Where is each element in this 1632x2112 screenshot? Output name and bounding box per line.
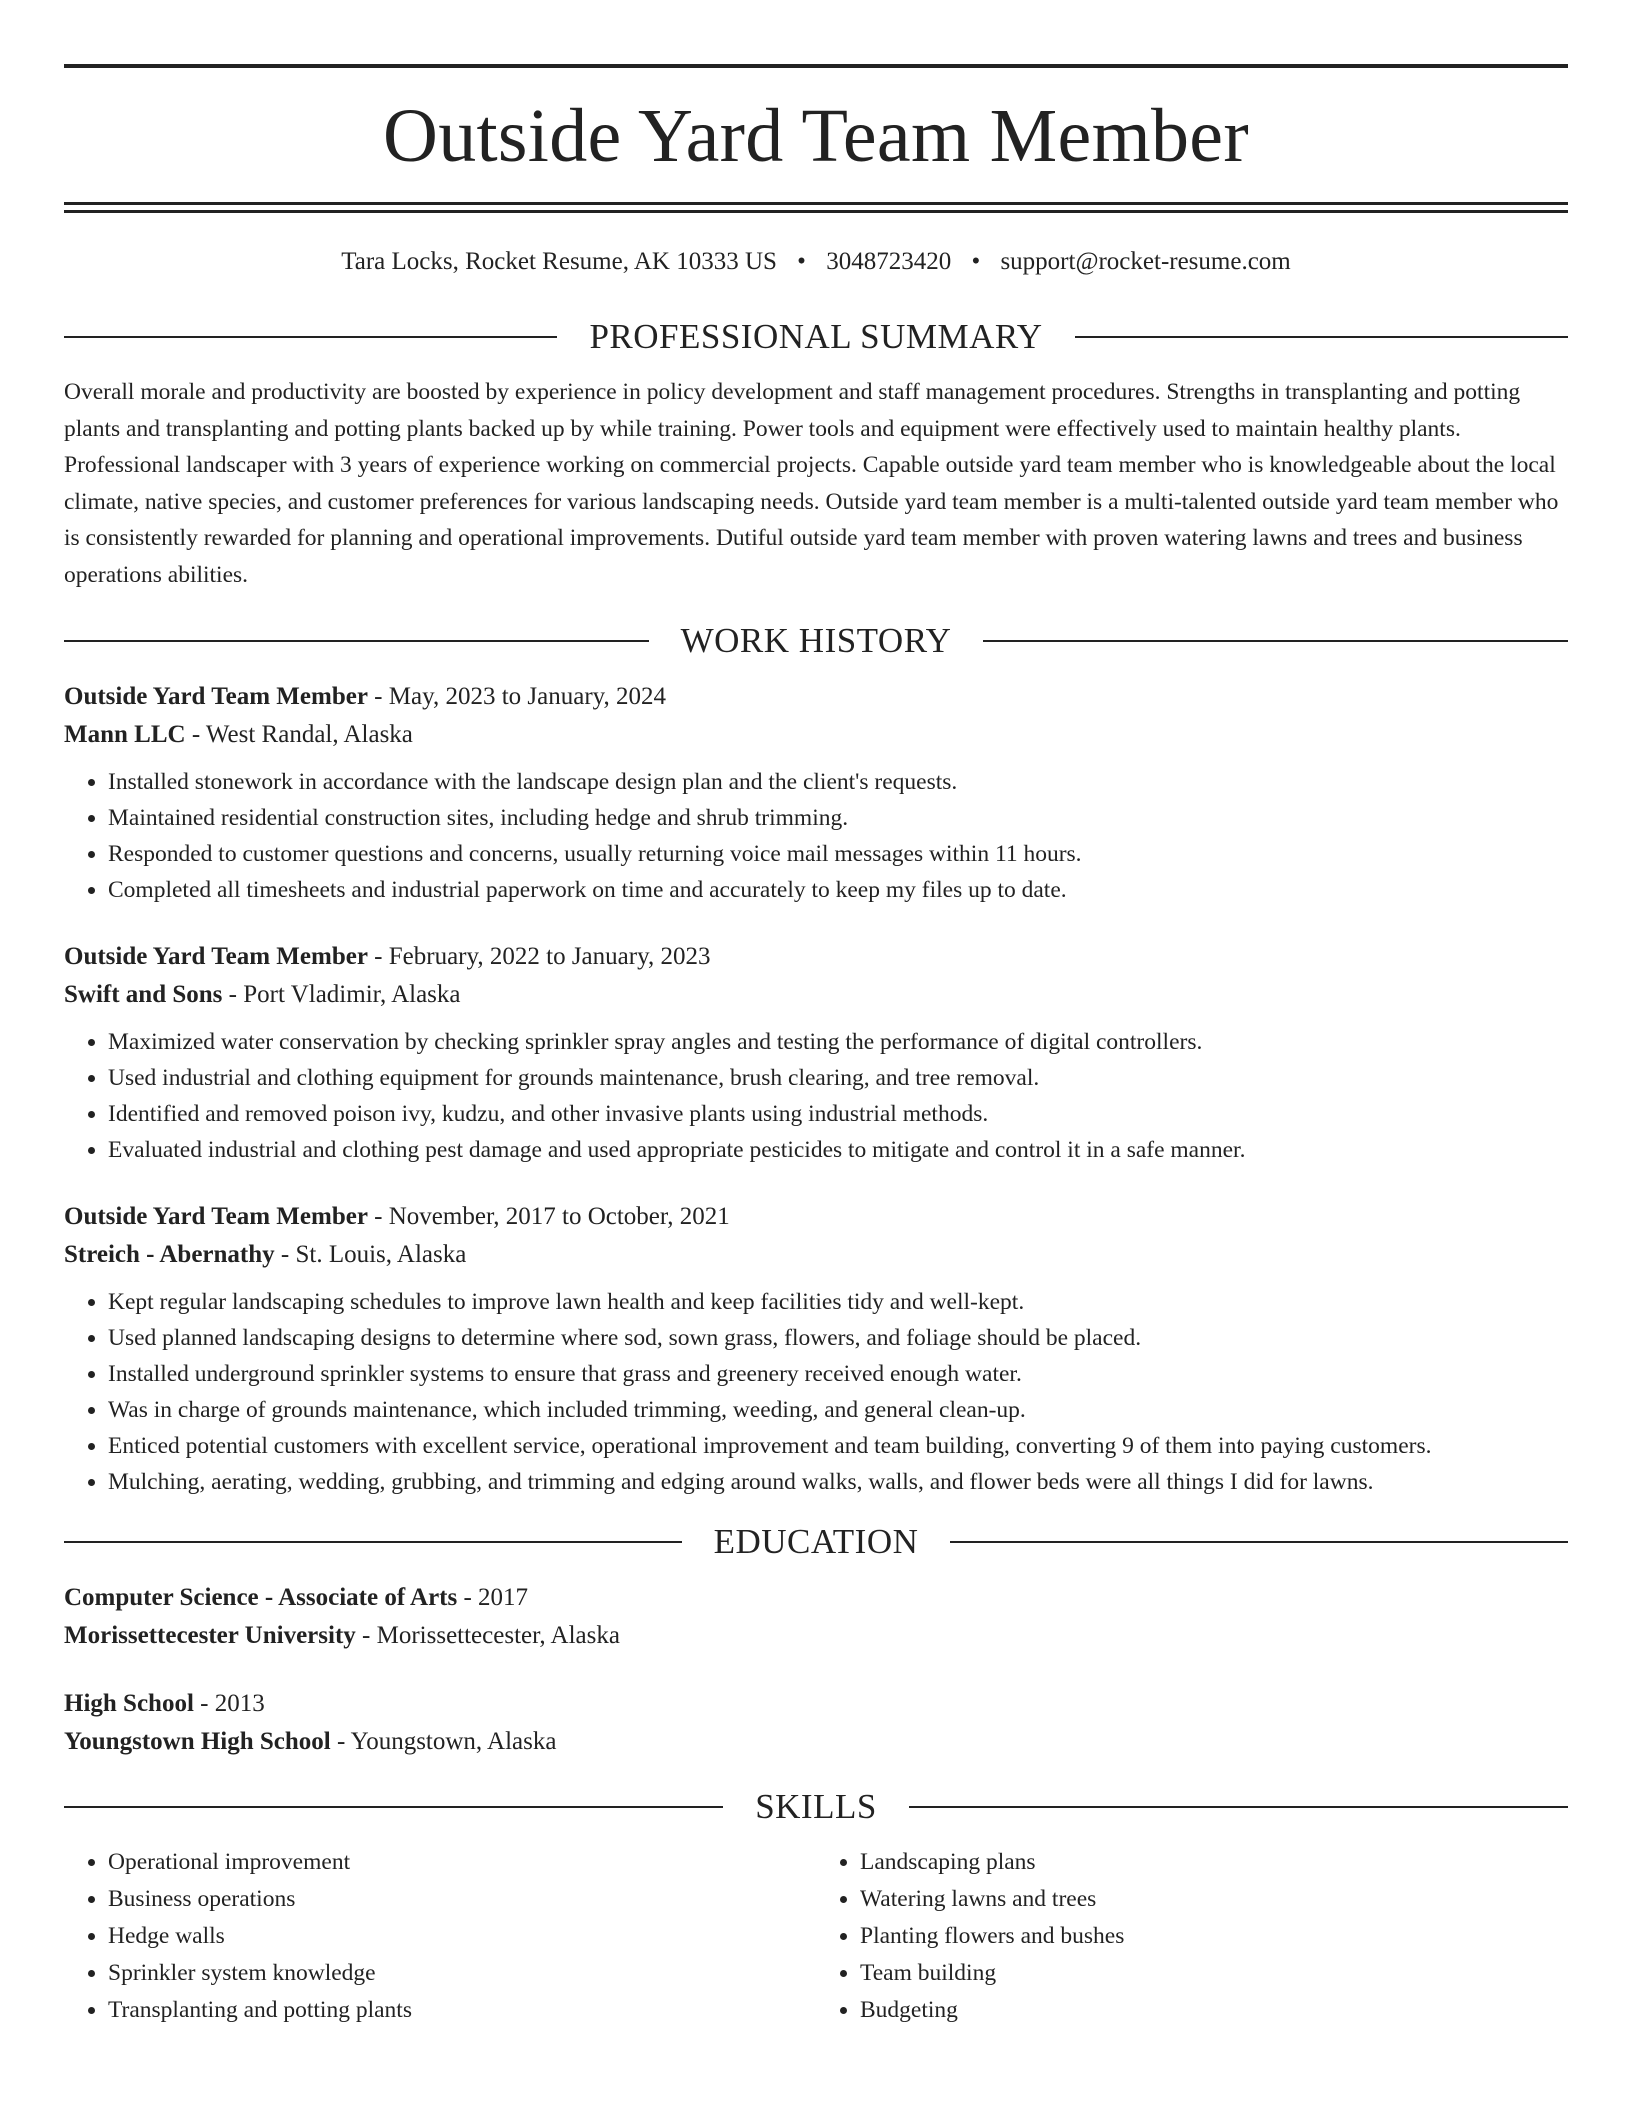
job-entry (64, 678, 1568, 908)
heading-rule (64, 640, 649, 642)
list-item: • Maximized water conservation by checking sprinkler spray angles and testing the performance of digital controllers. (108, 1024, 1568, 1060)
contact-address: Tara Locks, Rocket Resume, AK 10333 US (341, 248, 777, 275)
section-heading-summary (64, 319, 1568, 354)
heading-rule (64, 336, 557, 338)
contact-phone: 3048723420 (826, 248, 952, 275)
list-item: • Responded to customer questions and concerns, usually returning voice mail messages within 11 hours. (108, 836, 1568, 872)
job-location: - St. Louis, Alaska (274, 1241, 467, 1268)
job-company: Streich - Abernathy (64, 1241, 275, 1268)
job-dates: - February, 2022 to January, 2023 (367, 943, 711, 970)
list-item: • Was in charge of grounds maintenance, which included trimming, weeding, and general clean-up. (108, 1392, 1568, 1428)
skills-list-left (64, 1844, 816, 2029)
list-item: • Watering lawns and trees (860, 1881, 1568, 1918)
section-title: EDUCATION (713, 1522, 919, 1561)
list-item: • Landscaping plans (860, 1844, 1568, 1881)
degree-line (64, 1685, 1568, 1723)
summary-paragraph: Overall morale and productivity are boosted by experience in policy development and staff management procedures. Strengths in transplanting and potting plants and transplanting and potting plants backed up by while training. Power tools and equipment were effectively used to maintain healthy plants. Professional landscaper with 3 years of experience working on commercial projects. Capable outside yard team member who is knowledgeable about the local climate, native species, and customer preferences for various landscaping needs. Outside yard team member is a multi-talented outside yard team member who is consistently rewarded for planning and operational improvements. Dutiful outside yard team member with proven watering lawns and trees and business operations abilities. (64, 379, 1559, 588)
heading-rule (64, 1806, 723, 1808)
list-item: • Used industrial and clothing equipment for grounds maintenance, brush clearing, and tree removal. (108, 1060, 1568, 1096)
heading-rule (909, 1806, 1568, 1808)
job-dates: - November, 2017 to October, 2021 (367, 1203, 730, 1230)
resume-page (64, 0, 1568, 2029)
job-title: Outside Yard Team Member (64, 1203, 368, 1230)
heading-rule (1075, 336, 1568, 338)
contact-separator: • (971, 248, 981, 275)
job-company-line (64, 976, 1568, 1014)
degree-line (64, 1579, 1568, 1617)
school-location: - Youngstown, Alaska (330, 1728, 557, 1755)
list-item: • Operational improvement (108, 1844, 816, 1881)
school: Youngstown High School (64, 1728, 331, 1755)
list-item: • Team building (860, 1955, 1568, 1992)
job-title-line (64, 1198, 1568, 1236)
school-line (64, 1617, 1568, 1655)
list-item: • Kept regular landscaping schedules to improve lawn health and keep facilities tidy and well-kept. (108, 1284, 1568, 1320)
job-location: - West Randal, Alaska (185, 721, 413, 748)
list-item: • Installed stonework in accordance with the landscape design plan and the client's requests. (108, 764, 1568, 800)
list-item: • Identified and removed poison ivy, kudzu, and other invasive plants using industrial methods. (108, 1096, 1568, 1132)
job-title-line (64, 938, 1568, 976)
contact-line (64, 247, 1568, 277)
list-item: • Enticed potential customers with excellent service, operational improvement and team building, converting 9 of them into paying customers. (108, 1428, 1568, 1464)
degree-year: - 2013 (193, 1690, 265, 1717)
degree-year: - 2017 (457, 1584, 529, 1611)
title-double-rule (64, 202, 1568, 213)
job-title-line (64, 678, 1568, 716)
job-title: Outside Yard Team Member (64, 943, 368, 970)
list-item: • Hedge walls (108, 1918, 816, 1955)
contact-email: support@rocket-resume.com (1000, 248, 1291, 275)
school-location: - Morissettecester, Alaska (355, 1622, 620, 1649)
skills-list-right (816, 1844, 1568, 2029)
top-rule (64, 64, 1568, 68)
job-bullets (64, 1024, 1568, 1168)
section-heading-skills (64, 1789, 1568, 1824)
degree: Computer Science - Associate of Arts (64, 1584, 458, 1611)
list-item: • Maintained residential construction sites, including hedge and shrub trimming. (108, 800, 1568, 836)
job-bullets (64, 1284, 1568, 1500)
job-title: Outside Yard Team Member (64, 683, 368, 710)
section-title: PROFESSIONAL SUMMARY (589, 317, 1043, 356)
section-title: SKILLS (755, 1787, 877, 1826)
school: Morissettecester University (64, 1622, 356, 1649)
list-item: • Completed all timesheets and industrial paperwork on time and accurately to keep my files up to date. (108, 872, 1568, 908)
heading-rule (64, 1541, 682, 1543)
job-company-line (64, 1236, 1568, 1274)
job-company: Swift and Sons (64, 981, 223, 1008)
section-heading-work (64, 623, 1568, 658)
list-item: • Budgeting (860, 1992, 1568, 2029)
section-title: WORK HISTORY (680, 621, 952, 660)
list-item: • Used planned landscaping designs to determine where sod, sown grass, flowers, and foliage should be placed. (108, 1320, 1568, 1356)
school-line (64, 1723, 1568, 1761)
resume-title: Outside Yard Team Member (383, 94, 1249, 178)
list-item: • Installed underground sprinkler systems to ensure that grass and greenery received enough water. (108, 1356, 1568, 1392)
list-item: • Mulching, aerating, wedding, grubbing, and trimming and edging around walks, walls, and flower beds were all things I did for lawns. (108, 1464, 1568, 1500)
contact-separator: • (797, 248, 806, 275)
job-bullets (64, 764, 1568, 908)
job-entry (64, 938, 1568, 1168)
job-company-line (64, 716, 1568, 754)
education-entry (64, 1685, 1568, 1761)
job-location: - Port Vladimir, Alaska (222, 981, 461, 1008)
job-dates: - May, 2023 to January, 2024 (367, 683, 667, 710)
section-heading-education (64, 1524, 1568, 1559)
list-item: • Transplanting and potting plants (108, 1992, 816, 2029)
heading-rule (950, 1541, 1568, 1543)
skills-columns (64, 1844, 1568, 2029)
list-item: • Evaluated industrial and clothing pest damage and used appropriate pesticides to mitigate and control it in a safe manner. (108, 1132, 1568, 1168)
list-item: • Sprinkler system knowledge (108, 1955, 816, 1992)
education-entry (64, 1579, 1568, 1655)
list-item: • Planting flowers and bushes (860, 1918, 1568, 1955)
job-entry (64, 1198, 1568, 1500)
job-company: Mann LLC (64, 721, 186, 748)
degree: High School (64, 1690, 194, 1717)
list-item: • Business operations (108, 1881, 816, 1918)
heading-rule (983, 640, 1568, 642)
